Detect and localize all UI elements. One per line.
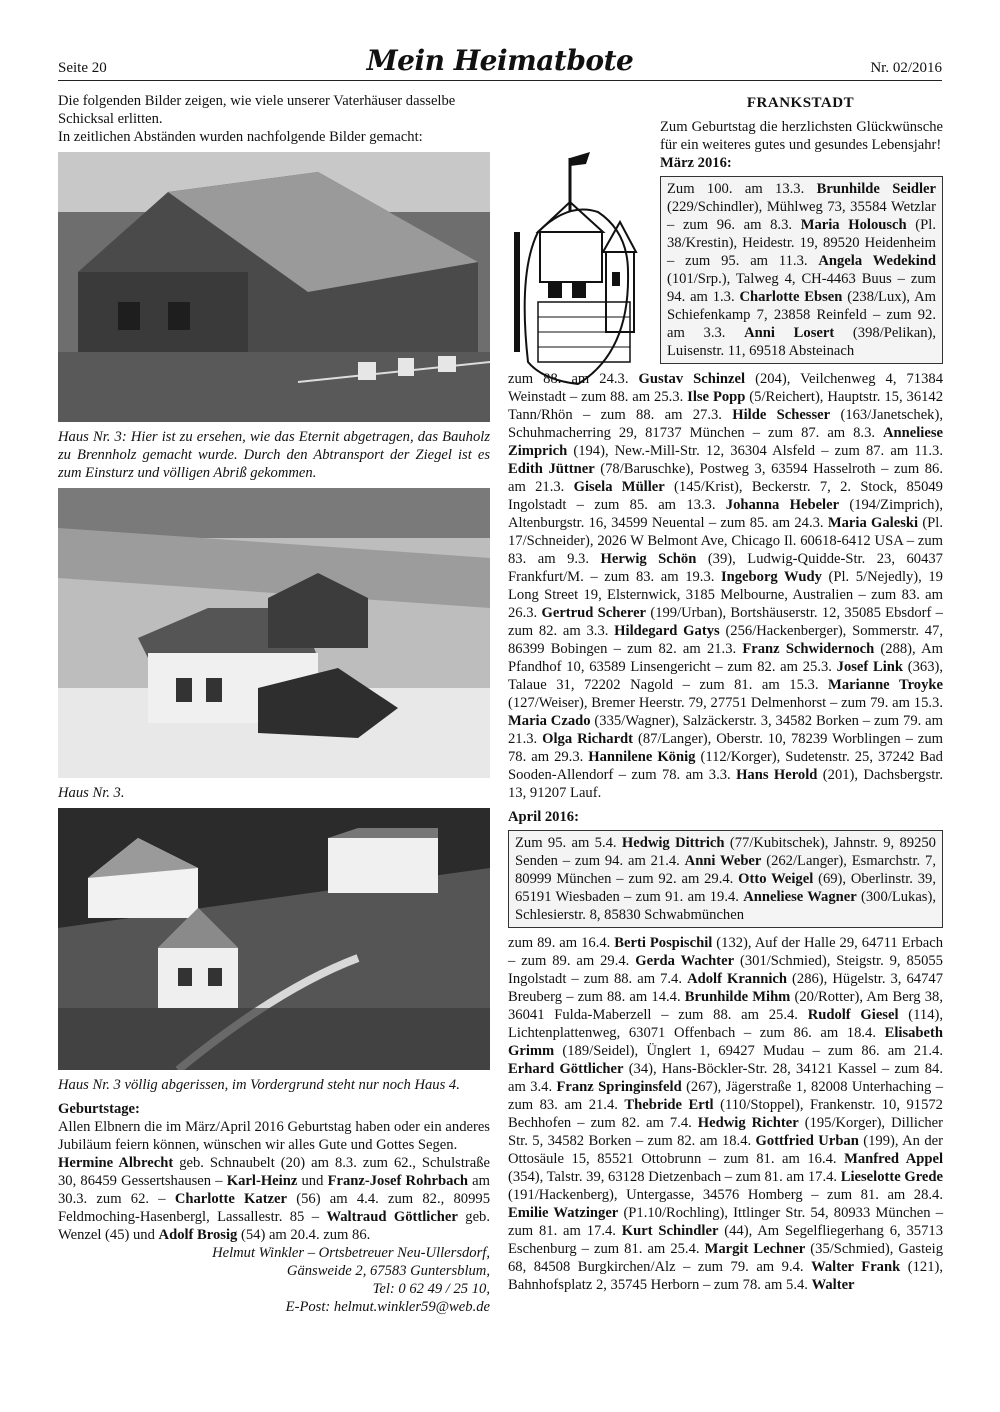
entry-details: (34), Hans-Böckler-Str. 28, 34121 Kassel – zum 84. am 3.4.: [508, 1061, 943, 1095]
person-name: Herwig Schön: [600, 551, 697, 567]
entry-details: (262/Langer), Esmarchstr. 7, 80999 München – zum 92. am 29.4.: [515, 853, 936, 887]
entry-details: (163/Janetschek), Schuhmacherring 29, 81737 München – zum 87. am 8.3.: [508, 407, 943, 441]
april-highlight-box: [508, 830, 943, 928]
person-name: Walter Frank: [811, 1259, 901, 1275]
person-name: Adolf Brosig: [158, 1227, 238, 1243]
entry-details: und: [297, 1173, 328, 1189]
entry-details: zum 89. am 16.4.: [508, 935, 615, 951]
entry-details: (145/Krist), Beckerstr. 7, 2. Stock, 85049 Ingolstadt – zum 85. am 13.3.: [508, 479, 943, 513]
person-name: Berti Pospischil: [614, 935, 713, 951]
page-number: Seite 20: [58, 60, 107, 76]
person-name: Otto Weigel: [738, 871, 814, 887]
person-name: Gustav Schinzel: [638, 371, 746, 387]
entry-details: geb. Wenzel (45) und: [58, 1209, 491, 1243]
person-name: Franz-Josef Rohrbach: [327, 1173, 468, 1189]
photo-house-3-roof: [58, 152, 490, 422]
person-name: Brunhilde Mihm: [684, 989, 791, 1005]
person-name: Olga Richardt: [542, 731, 634, 747]
person-name: Ilse Popp: [687, 389, 746, 405]
entry-details: (56) am 4.4. zum 82., 80995 Feldmoching-Hasenbergl, Lassallestr. 85 –: [58, 1191, 490, 1225]
entry-details: (363), Talaue 31, 72202 Nagold – zum 81. am 15.3.: [508, 659, 943, 693]
person-name: Gisela Müller: [573, 479, 665, 495]
person-name: Gottfried Urban: [755, 1133, 859, 1149]
entry-details: (229/Schindler), Mühlweg 73, 35584 Wetzlar – zum 96. am 8.3.: [667, 199, 936, 233]
entry-details: (335/Wagner), Salzäckerstr. 3, 34582 Borken – zum 79. am 21.3.: [508, 713, 943, 747]
march-birthday-list: [508, 370, 943, 802]
entry-details: (Pl. 17/Schneider), 2026 W Belmont Ave, Chicago Il. 60618-6412 USA – zum 83. am 9.3.: [508, 515, 943, 567]
march-heading: März 2016:: [660, 155, 732, 171]
person-name: Walter: [811, 1277, 855, 1293]
entry-details: (35/Schmied), Gasteig 68, 84508 Burgkirchen/Alz – zum 79. am 9.4.: [508, 1241, 943, 1275]
left-column: [58, 92, 490, 1316]
frankstadt-crest-icon: [508, 122, 650, 392]
person-name: Thebride Ertl: [624, 1097, 714, 1113]
frankstadt-intro: Zum Geburtstag die herzlichsten Glückwünsche für ein weiteres gutes und gesundes Lebensjahr!: [660, 119, 943, 153]
person-name: Adolf Krannich: [687, 971, 787, 987]
person-name: Lieselotte Grede: [840, 1169, 943, 1185]
entry-details: (127/Weiser), Bremer Heerstr. 79, 27751 Delmenhorst – zum 79. am 15.3.: [508, 695, 943, 711]
person-name: Ingeborg Wudy: [720, 569, 822, 585]
person-name: Emilie Watzinger: [508, 1205, 619, 1221]
entry-details: (256/Hackenberger), Sommerstr. 47, 86399 Bobingen – zum 82. am 21.3.: [508, 623, 943, 657]
entry-details: (Pl. 5/Nejedly), 19 Long Street 19, Elsternwick, 3185 Melbourne, Australien – zum 83. am 26.3.: [508, 569, 943, 621]
person-name: Marianne Troyke: [828, 677, 943, 693]
person-name: Gerda Wachter: [635, 953, 735, 969]
entry-details: (132), Auf der Halle 29, 64711 Erbach – zum 89. am 29.4.: [508, 935, 944, 969]
entry-details: Zum 95. am 5.4.: [515, 835, 622, 851]
person-name: Edith Jüttner: [508, 461, 595, 477]
intro-text-2: In zeitlichen Abständen wurden nachfolgende Bilder gemacht:: [58, 129, 423, 145]
person-name: Hannilene König: [588, 749, 696, 765]
caption-photo-3: Haus Nr. 3 völlig abgerissen, im Vordergrund steht nur noch Haus 4.: [58, 1077, 460, 1093]
birthday-list-neu-ullersdorf: [58, 1154, 490, 1244]
person-name: Anni Losert: [744, 325, 835, 341]
person-name: Johanna Hebeler: [725, 497, 840, 513]
person-name: Franz Schwidernoch: [742, 641, 875, 657]
entry-details: (121), Bahnhofsplatz 2, 35745 Herborn – zum 78. am 5.4.: [508, 1259, 943, 1293]
person-name: Josef Link: [836, 659, 904, 675]
person-name: Anneliese Wagner: [743, 889, 857, 905]
signature-line: Gänsweide 2, 67583 Guntersblum,: [286, 1263, 490, 1279]
entry-details: (20/Rotter), Am Berg 38, 36041 Fulda-Maberzell – zum 88. am 25.4.: [508, 989, 943, 1023]
entry-details: (267), Jägerstraße 1, 82008 Unterhaching – zum 83. am 21.4.: [508, 1079, 943, 1113]
person-name: Hans Herold: [736, 767, 818, 783]
person-name: Waltraud Göttlicher: [326, 1209, 458, 1225]
entry-details: (204), Veilchenweg 4, 71384 Weinstadt – zum 88. am 25.3.: [508, 371, 943, 405]
person-name: Brunhilde Seidler: [816, 181, 936, 197]
entry-details: (195/Korger), Dillicher Str. 5, 34582 Borken – zum 82. am 18.4.: [508, 1115, 943, 1149]
entry-details: (238/Lux), Am Schiefenkamp 7, 23858 Reinfeld – zum 92. am 3.3.: [667, 289, 936, 341]
person-name: Elisabeth Grimm: [508, 1025, 943, 1059]
entry-details: (112/Korger), Sudetenstr. 25, 37242 Bad Sooden-Allendorf – zum 78. am 3.3.: [508, 749, 943, 783]
person-name: Hildegard Gatys: [614, 623, 720, 639]
person-name: Hilde Schesser: [732, 407, 831, 423]
entry-details: (354), Talstr. 39, 63128 Dietzenbach – zum 81. am 17.4.: [508, 1169, 841, 1185]
person-name: Charlotte Ebsen: [739, 289, 843, 305]
person-name: Angela Wedekind: [818, 253, 936, 269]
entry-details: (191/Hackenberg), Untergasse, 34576 Homberg – zum 81. am 28.4.: [508, 1187, 943, 1203]
entry-details: (199), An der Ottosäule 15, 85521 Ottobrunn – zum 81. am 16.4.: [508, 1133, 943, 1167]
person-name: Maria Holousch: [800, 217, 907, 233]
entry-details: Zum 100. am 13.3.: [667, 181, 817, 197]
entry-details: (201), Dachsbergstr. 13, 91207 Lauf.: [508, 767, 944, 801]
entry-details: zum 88. am 24.3.: [508, 371, 639, 387]
photo-house-3-snow: [58, 488, 490, 778]
caption-photo-1: Haus Nr. 3: Hier ist zu ersehen, wie das Eternit abgetragen, das Bauholz zu Brennholz gemacht wurde. Durch den Abtransport der Ziegel ist es zum Einsturz und völligen Abriß gekommen.: [58, 429, 490, 481]
signature-line: Tel: 0 62 49 / 25 10,: [372, 1281, 490, 1297]
signature-email: E-Post: helmut.winkler59@web.de: [285, 1299, 490, 1315]
birthday-intro: Allen Elbnern die im März/April 2016 Geburtstag haben oder ein anderes Jubiläum feiern können, wünschen wir alles Gute und Gottes Segen.: [58, 1119, 490, 1153]
person-name: Kurt Schindler: [621, 1223, 719, 1239]
newspaper-title: Mein Heimatbote: [366, 44, 634, 77]
entry-details: (Pl. 38/Krestin), Heidestr. 19, 89520 Heidenheim – zum 95. am 11.3.: [667, 217, 936, 269]
april-birthday-list: [508, 934, 943, 1294]
entry-details: (87/Langer), Oberstr. 10, 78239 Worblingen – zum 78. am 29.3.: [508, 731, 943, 765]
person-name: Rudolf Giesel: [807, 1007, 899, 1023]
entry-details: (194/Zimprich), Altenburgstr. 16, 34599 Neuental – zum 85. am 24.3.: [508, 497, 943, 531]
entry-details: (101/Srp.), Talweg 4, CH-4463 Buus – zum 94. am 1.3.: [667, 271, 936, 305]
person-name: Hermine Albrecht: [58, 1155, 174, 1171]
entry-details: (39), Ludwig-Quidde-Str. 23, 60437 Frankfurt/M. – zum 83. am 19.3.: [508, 551, 943, 585]
entry-details: (398/Pelikan), Luisenstr. 11, 69518 Absteinach: [667, 325, 936, 359]
entry-details: (P1.10/Rochling), Ittlinger Str. 54, 80933 München – zum 81. am 17.4.: [508, 1205, 943, 1239]
person-name: Manfred Appel: [844, 1151, 943, 1167]
entry-details: (189/Seidel), Ünglert 1, 69427 Mudau – zum 86. am 21.4.: [554, 1043, 943, 1059]
person-name: Maria Galeski: [827, 515, 919, 531]
person-name: Maria Czado: [508, 713, 591, 729]
person-name: Charlotte Katzer: [174, 1191, 287, 1207]
march-highlight-box: [660, 176, 943, 364]
entry-details: (69), Oberlinstr. 39, 65191 Wiesbaden – zum 91. am 19.4.: [515, 871, 936, 905]
april-heading: April 2016:: [508, 809, 579, 825]
person-name: Anni Weber: [684, 853, 762, 869]
entry-details: (77/Kubitschek), Jahnstr. 9, 89250 Senden – zum 94. am 21.4.: [515, 835, 936, 869]
signature-line: Helmut Winkler – Ortsbetreuer Neu-Ullersdorf,: [212, 1245, 490, 1261]
entry-details: (288), Am Pfandhof 10, 63589 Linsengericht – zum 82. am 25.3.: [508, 641, 943, 675]
person-name: Margit Lechner: [704, 1241, 806, 1257]
issue-number: Nr. 02/2016: [870, 60, 942, 76]
entry-details: (54) am 20.4. zum 86.: [237, 1227, 371, 1243]
birthday-heading: Geburtstage:: [58, 1101, 140, 1117]
section-title-frankstadt: FRANKSTADT: [746, 95, 855, 111]
entry-details: (301/Schmied), Steigstr. 9, 85055 Ingolstadt – zum 88. am 7.4.: [508, 953, 943, 987]
signature-block: [58, 1244, 490, 1316]
entry-details: (5/Reichert), Hauptstr. 15, 36142 Tann/Rhön – zum 88. am 27.3.: [508, 389, 944, 423]
right-column: [508, 92, 943, 1294]
person-name: Anneliese Zimprich: [508, 425, 943, 459]
entry-details: (110/Stoppel), Frankenstr. 10, 91572 Bechhofen – zum 82. am 7.4.: [508, 1097, 943, 1131]
entry-details: (44), Am Segelfliegerhang 6, 35713 Eschenburg – zum 81. am 25.4.: [508, 1223, 943, 1257]
intro-text-1: Die folgenden Bilder zeigen, wie viele unserer Vaterhäuser dasselbe Schicksal erlitten.: [58, 93, 456, 127]
person-name: Karl-Heinz: [226, 1173, 298, 1189]
entry-details: (199/Urban), Bortshäuserstr. 12, 35085 Ebsdorf – zum 82. am 3.3.: [508, 605, 943, 639]
entry-details: am 30.3. zum 62. –: [58, 1173, 491, 1207]
header-rule: [58, 80, 942, 81]
entry-details: (114), Lichtenplattenweg, 63071 Offenbach – zum 86. am 18.4.: [508, 1007, 943, 1041]
entry-details: (300/Lukas), Schlesierstr. 8, 85830 Schwabmünchen: [515, 889, 936, 923]
person-name: Erhard Göttlicher: [508, 1061, 624, 1077]
entry-details: (194), New.-Mill-Str. 12, 36304 Alsfeld – zum 87. am 11.3.: [567, 443, 943, 459]
entry-details: (78/Baruschke), Postweg 3, 63594 Hasselroth – zum 86. am 21.3.: [508, 461, 943, 495]
person-name: Hedwig Dittrich: [621, 835, 725, 851]
caption-photo-2: Haus Nr. 3.: [58, 785, 125, 801]
entry-details: geb. Schnaubelt (20) am 8.3. zum 62., Schulstraße 30, 86459 Gessertshausen –: [58, 1155, 491, 1189]
person-name: Franz Springinsfeld: [556, 1079, 682, 1095]
photo-house-4: [58, 808, 490, 1070]
person-name: Gertrud Scherer: [541, 605, 647, 621]
entry-details: (286), Hügelstr. 3, 64747 Breuberg – zum 88. am 14.4.: [508, 971, 943, 1005]
person-name: Hedwig Richter: [697, 1115, 799, 1131]
